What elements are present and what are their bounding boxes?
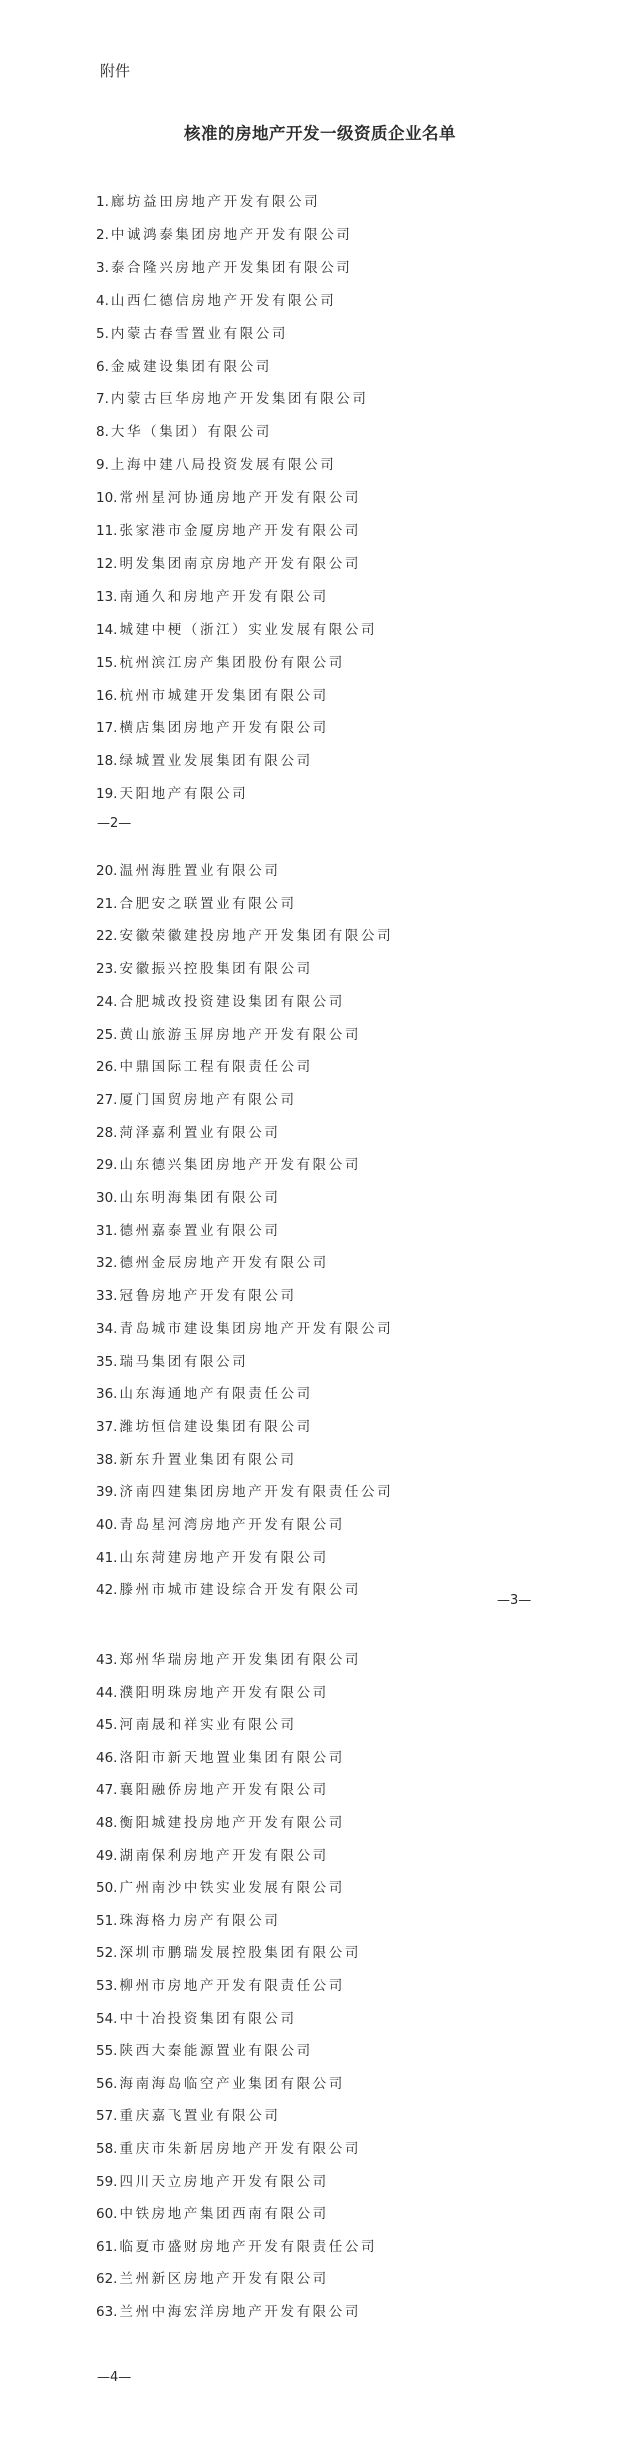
list-item [96,456,336,474]
page-number-2: —2— [97,816,132,831]
company-name: 兰州新区房地产开发有限公司 [119,2271,329,2288]
list-item [96,1091,297,1109]
list-item-number: 7. [96,391,109,408]
list-item [96,927,393,945]
list-item [96,993,345,1011]
list-item-number: 53. [96,1978,118,1994]
list-item-number: 3. [96,259,109,276]
company-name: 常州星河协通房地产开发有限公司 [119,490,361,507]
list-item-number: 46. [96,1749,118,1766]
list-item [96,621,377,639]
company-name: 合肥安之联置业有限公司 [119,895,297,912]
company-name: 珠海格力房产有限公司 [119,1912,281,1929]
list-item-number: 45. [96,1717,118,1734]
company-name: 内蒙古春雪置业有限公司 [110,325,288,342]
list-item-number: 31. [96,1222,118,1239]
list-item [96,1716,297,1734]
list-item [96,588,329,606]
company-name: 湖南保利房地产开发有限公司 [119,1847,329,1864]
list-item [96,785,248,803]
company-name: 郑州华瑞房地产开发集团有限公司 [119,1652,361,1668]
list-item [96,2303,361,2321]
company-name: 山西仁德信房地产开发有限公司 [110,292,337,309]
list-item-number: 19. [96,786,118,803]
list-item-number: 12. [96,555,118,572]
list-item-number: 25. [96,1026,118,1043]
list-item-number: 24. [96,993,118,1010]
list-item-number: 35. [96,1353,118,1370]
list-item-number: 62. [96,2271,118,2288]
company-name: 泰合隆兴房地产开发集团有限公司 [110,259,353,276]
company-name: 中十冶投资集团有限公司 [119,2010,297,2027]
list-item [96,1287,297,1305]
list-item [96,654,345,672]
list-item [96,1847,329,1865]
company-name: 海南海岛临空产业集团有限公司 [119,2075,345,2092]
page-number-3: —3— [497,1593,532,1608]
list-item-number: 16. [96,687,118,704]
list-item-number: 23. [96,961,118,978]
list-item [96,2238,377,2256]
company-name: 青岛城市建设集团房地产开发有限公司 [119,1320,394,1337]
company-name: 南通久和房地产开发有限公司 [119,588,329,605]
list-item-number: 33. [96,1288,118,1305]
list-item-number: 14. [96,621,118,638]
list-item-number: 42. [96,1582,118,1599]
company-name: 潍坊恒信建设集团有限公司 [119,1418,313,1435]
list-item [96,292,336,310]
list-item-number: 49. [96,1847,118,1864]
list-item [96,1124,280,1142]
company-name: 衡阳城建投房地产开发有限公司 [119,1815,345,1831]
list-item [96,1254,329,1272]
company-name: 中铁房地产集团西南有限公司 [119,2206,329,2223]
company-name: 黄山旅游玉屏房地产开发有限公司 [119,1026,361,1043]
list-item [96,1516,345,1534]
company-name: 陕西大秦能源置业有限公司 [119,2043,313,2060]
list-item [96,1912,280,1930]
list-item-number: 56. [96,2075,118,2092]
company-name: 绿城置业发展集团有限公司 [119,753,313,770]
list-item-number: 10. [96,490,118,507]
list-item [96,1320,393,1338]
list-item [96,1651,361,1669]
list-item-number: 41. [96,1549,118,1566]
list-item-number: 30. [96,1190,118,1206]
company-name: 山东菏建房地产开发有限公司 [119,1549,329,1566]
list-item [96,1026,361,1044]
list-item-number: 52. [96,1945,118,1962]
list-item [96,259,352,277]
list-item [96,522,361,540]
list-item-number: 21. [96,895,118,912]
list-item [96,2205,329,2223]
list-item-number: 29. [96,1157,118,1174]
list-item-number: 34. [96,1320,118,1337]
list-item-number: 1. [96,194,109,210]
list-item [96,1353,248,1371]
company-name: 山东德兴集团房地产开发有限公司 [119,1157,361,1174]
list-item [96,1684,329,1702]
company-name: 杭州市城建开发集团有限公司 [119,687,329,704]
company-name: 河南晟和祥实业有限公司 [119,1717,297,1734]
list-item-number: 38. [96,1451,118,1468]
list-item [96,1977,345,1995]
list-item [96,1749,345,1767]
list-item-number: 57. [96,2108,118,2125]
list-item [96,1385,313,1403]
company-name: 廊坊益田房地产开发有限公司 [110,194,321,210]
list-item [96,423,272,441]
company-name: 大华（集团）有限公司 [110,424,272,441]
list-item [96,862,280,880]
company-name: 中鼎国际工程有限责任公司 [119,1059,313,1076]
list-item [96,2042,313,2060]
company-name: 安徽振兴控股集团有限公司 [119,961,313,978]
list-item [96,960,313,978]
list-item-number: 51. [96,1912,118,1929]
list-item-number: 15. [96,654,118,671]
list-item-number: 44. [96,1684,118,1701]
company-name: 济南四建集团房地产开发有限责任公司 [119,1484,394,1501]
list-item [96,2140,361,2158]
company-name: 滕州市城市建设综合开发有限公司 [119,1582,361,1599]
list-item [96,226,352,244]
company-name: 四川天立房地产开发有限公司 [119,2173,329,2190]
company-name: 兰州中海宏洋房地产开发有限公司 [119,2304,361,2320]
company-name: 明发集团南京房地产开发有限公司 [119,555,361,572]
list-item-number: 39. [96,1484,118,1501]
list-item-number: 13. [96,588,118,605]
company-name: 厦门国贸房地产有限公司 [119,1091,297,1108]
list-item-number: 20. [96,863,118,879]
document-title: 核准的房地产开发一级资质企业名单 [184,124,456,143]
list-item [96,1814,345,1832]
list-item-number: 43. [96,1652,118,1668]
company-name: 张家港市金厦房地产开发有限公司 [119,523,361,539]
company-name: 合肥城改投资建设集团有限公司 [119,993,345,1010]
company-name: 温州海胜置业有限公司 [119,863,281,879]
list-item-number: 54. [96,2010,118,2027]
list-item-number: 47. [96,1782,118,1799]
list-item [96,1879,345,1897]
list-item [96,1418,313,1436]
list-item [96,719,329,737]
company-name: 内蒙古巨华房地产开发集团有限公司 [110,391,369,408]
list-item-number: 17. [96,720,118,737]
page-number-4: —4— [97,2370,132,2385]
list-item [96,325,288,343]
list-item [96,1549,329,1567]
list-item [96,555,361,573]
list-item [96,752,313,770]
company-name: 金威建设集团有限公司 [110,358,272,375]
list-item [96,1451,297,1469]
list-item-number: 48. [96,1815,118,1831]
list-item [96,2173,329,2191]
company-name: 山东海通地产有限责任公司 [119,1386,313,1403]
list-item [96,358,272,376]
company-name: 新东升置业集团有限公司 [119,1451,297,1468]
list-item [96,1189,280,1207]
list-item [96,1156,361,1174]
company-name: 濮阳明珠房地产开发有限公司 [119,1684,329,1701]
list-item [96,2075,345,2093]
company-name: 临夏市盛财房地产开发有限责任公司 [119,2238,378,2255]
list-item-number: 22. [96,928,118,945]
company-name: 天阳地产有限公司 [119,786,249,803]
company-name: 冠鲁房地产开发有限公司 [119,1288,297,1305]
list-item-number: 37. [96,1418,118,1435]
list-item [96,2107,280,2125]
company-name: 襄阳融侨房地产开发有限公司 [119,1782,329,1799]
company-name: 瑞马集团有限公司 [119,1353,249,1370]
company-name: 上海中建八局投资发展有限公司 [110,457,337,474]
list-item [96,1781,329,1799]
list-item-number: 18. [96,753,118,770]
list-item [96,390,369,408]
list-item-number: 61. [96,2238,118,2255]
company-name: 山东明海集团有限公司 [119,1190,281,1206]
list-item [96,2270,329,2288]
list-item-number: 5. [96,325,109,342]
company-name: 重庆市朱新居房地产开发有限公司 [119,2141,361,2157]
list-item-number: 27. [96,1091,118,1108]
company-name: 深圳市鹏瑞发展控股集团有限公司 [119,1945,361,1962]
list-item-number: 36. [96,1386,118,1403]
list-item [96,687,329,705]
list-item [96,1058,313,1076]
list-item-number: 50. [96,1880,118,1897]
list-item [96,193,320,211]
list-item-number: 59. [96,2173,118,2190]
list-item [96,1222,280,1240]
list-item [96,1944,361,1962]
company-name: 重庆嘉飞置业有限公司 [119,2108,281,2125]
company-name: 安徽荣徽建投房地产开发集团有限公司 [119,928,394,945]
company-name: 柳州市房地产开发有限责任公司 [119,1978,345,1994]
company-name: 城建中梗（浙江）实业发展有限公司 [119,621,378,638]
list-item [96,2010,297,2028]
list-item-number: 40. [96,1517,118,1533]
list-item-number: 9. [96,457,109,474]
list-item-number: 32. [96,1255,118,1272]
list-item-number: 26. [96,1059,118,1076]
list-item-number: 2. [96,226,109,243]
list-item-number: 55. [96,2043,118,2060]
list-item-number: 11. [96,523,118,539]
company-name: 菏泽嘉利置业有限公司 [119,1124,281,1141]
company-name: 广州南沙中铁实业发展有限公司 [119,1880,345,1897]
list-item-number: 28. [96,1124,118,1141]
list-item-number: 4. [96,292,109,309]
company-name: 德州金辰房地产开发有限公司 [119,1255,329,1272]
company-name: 杭州滨江房产集团股份有限公司 [119,654,345,671]
list-item [96,895,297,913]
company-name: 洛阳市新天地置业集团有限公司 [119,1749,345,1766]
list-item [96,489,361,507]
company-name: 横店集团房地产开发有限公司 [119,720,329,737]
company-name: 中诚鸿泰集团房地产开发有限公司 [110,226,353,243]
list-item-number: 6. [96,358,109,375]
annex-label: 附件 [100,62,131,80]
company-name: 青岛星河湾房地产开发有限公司 [119,1517,345,1533]
list-item [96,1483,393,1501]
list-item-number: 58. [96,2141,118,2157]
company-name: 德州嘉泰置业有限公司 [119,1222,281,1239]
list-item [96,1581,361,1599]
list-item-number: 63. [96,2304,118,2320]
list-item-number: 8. [96,424,109,441]
list-item-number: 60. [96,2206,118,2223]
